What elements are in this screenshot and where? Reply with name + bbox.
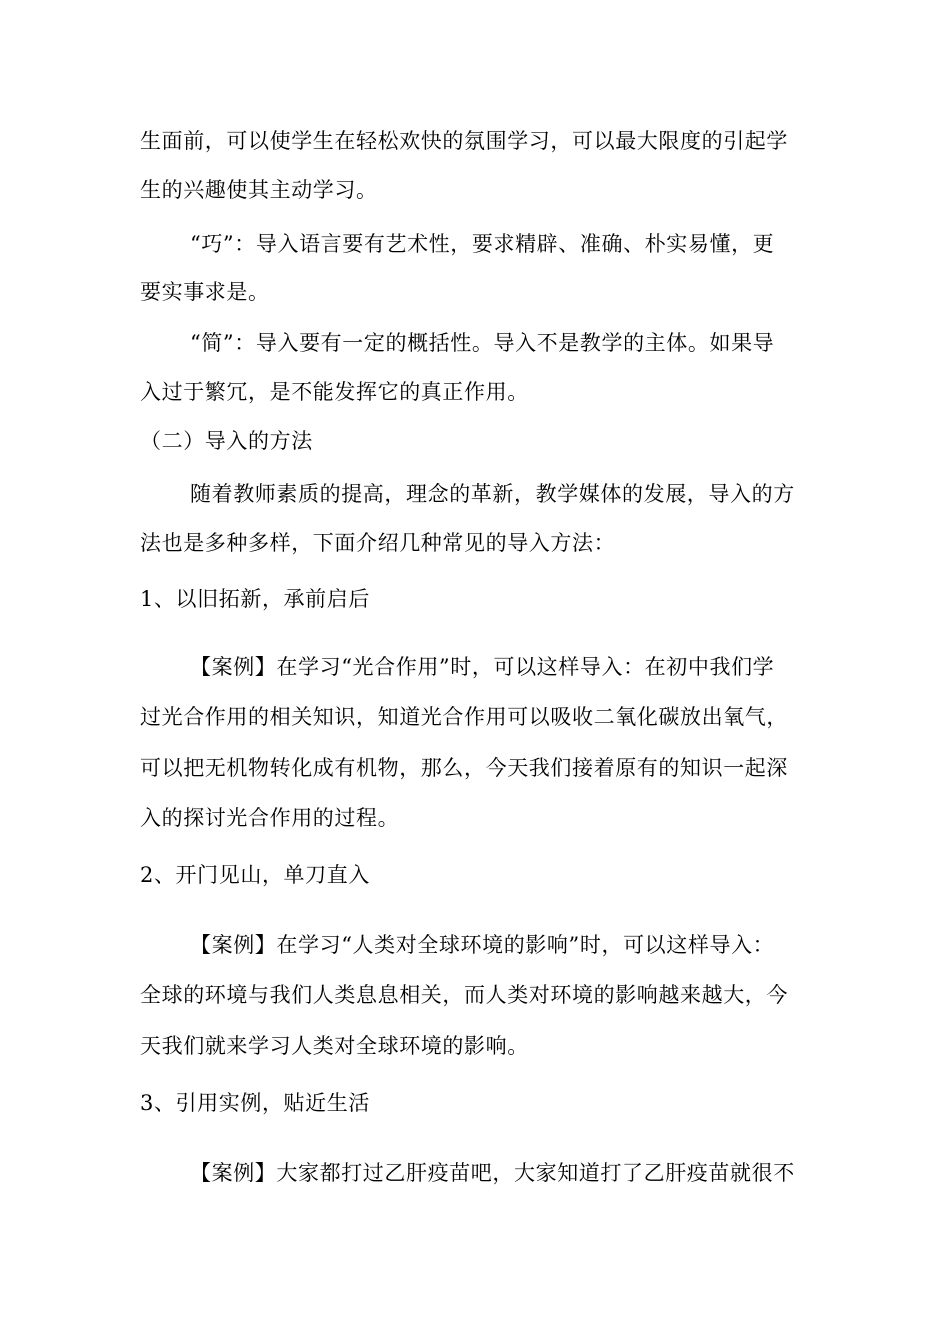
case-line-2: 【案例】在学习“人类对全球环境的影响”时，可以这样导入： — [190, 933, 775, 957]
case-line-3: 【案例】大家都打过乙肝疫苗吧，大家知道打了乙肝疫苗就很不 — [190, 1161, 795, 1185]
body-text-line: 入过于繁冗，是不能发挥它的真正作用。 — [140, 380, 529, 404]
paragraph-line-jian: “简”：导入要有一定的概括性。导入不是教学的主体。如果导 — [190, 331, 775, 355]
paragraph-line-methods: 随着教师素质的提高，理念的革新，教学媒体的发展，导入的方 — [190, 482, 795, 506]
method-heading-2: 2、开门见山，单刀直入 — [140, 863, 370, 887]
section-heading: （二）导入的方法 — [140, 429, 313, 453]
body-text-line: 全球的环境与我们人类息息相关，而人类对环境的影响越来越大，今 — [140, 983, 788, 1007]
method-heading-3: 3、引用实例，贴近生活 — [140, 1091, 370, 1115]
body-text-line: 可以把无机物转化成有机物，那么，今天我们接着原有的知识一起深 — [140, 756, 788, 780]
case-line-1: 【案例】在学习“光合作用”时，可以这样导入：在初中我们学 — [190, 655, 775, 679]
body-text-line: 要实事求是。 — [140, 280, 270, 304]
body-text-line: 生面前，可以使学生在轻松欢快的氛围学习，可以最大限度的引起学 — [140, 129, 788, 153]
paragraph-line-qiao: “巧”：导入语言要有艺术性，要求精辟、准确、朴实易懂，更 — [190, 232, 775, 256]
body-text-line: 过光合作用的相关知识，知道光合作用可以吸收二氧化碳放出氧气， — [140, 705, 788, 729]
body-text-line: 法也是多种多样，下面介绍几种常见的导入方法： — [140, 531, 616, 555]
body-text-line: 生的兴趣使其主动学习。 — [140, 178, 378, 202]
body-text-line: 入的探讨光合作用的过程。 — [140, 806, 400, 830]
method-heading-1: 1、以旧拓新，承前启后 — [140, 587, 370, 611]
body-text-line: 天我们就来学习人类对全球环境的影响。 — [140, 1034, 529, 1058]
